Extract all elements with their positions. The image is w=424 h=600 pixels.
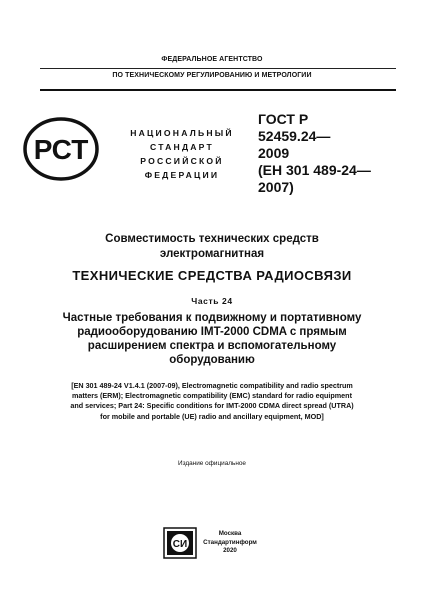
- official-edition-label: Издание официальное: [178, 460, 246, 467]
- agency-name-line-2: ПО ТЕХНИЧЕСКОМУ РЕГУЛИРОВАНИЮ И МЕТРОЛОГИИ: [112, 72, 312, 79]
- english-reference-line-1: [EN 301 489-24 V1.4.1 (2007-09), Electromagnetic compatibility and radio spectrum: [71, 381, 353, 390]
- header-divider-bottom: [40, 89, 396, 91]
- national-standard-line-4: ФЕДЕРАЦИИ: [144, 170, 220, 180]
- agency-name-line-1: ФЕДЕРАЛЬНОЕ АГЕНТСТВО: [161, 56, 263, 63]
- english-reference-line-4: for mobile and portable (UE) radio and ancillary equipment, MOD]: [100, 411, 324, 421]
- compat-title-line-1: Совместимость технических средств: [105, 233, 319, 245]
- gost-line-5: 2007): [258, 179, 294, 195]
- publisher-year: 2020: [223, 547, 237, 554]
- publisher-city: Москва: [218, 530, 242, 537]
- header-divider-top: [40, 68, 396, 69]
- compat-title: [20, 232, 404, 262]
- english-reference-line-3: and services; Part 24: Specific conditions for IMT-2000 CDMA direct spread (UTRA): [70, 401, 354, 411]
- subtitle-line-3: расширением спектра и вспомогательному: [87, 340, 337, 352]
- publisher-name: Стандартинформ: [203, 538, 257, 546]
- compat-title-line-2: электромагнитная: [159, 248, 265, 260]
- gost-r-emblem-icon: [22, 116, 100, 182]
- publisher-logo-text: СИ: [172, 539, 188, 550]
- english-reference-line-2: matters (ERM); Electromagnetic compatibility (EMC) standard for radio equipment: [72, 391, 352, 401]
- subtitle-line-1: Частные требования к подвижному и портативному: [62, 312, 362, 324]
- english-reference: [26, 381, 398, 422]
- standartinform-logo-icon: [163, 527, 197, 559]
- part-label: Часть 24: [191, 296, 233, 306]
- gost-line-2: 52459.24—: [258, 128, 331, 144]
- gost-line-1: ГОСТ Р: [258, 111, 309, 127]
- gost-designation: [258, 111, 408, 196]
- main-title: ТЕХНИЧЕСКИЕ СРЕДСТВА РАДИОСВЯЗИ: [72, 268, 352, 283]
- national-standard-line-2: СТАНДАРТ: [150, 142, 214, 152]
- subtitle: [26, 311, 398, 367]
- emblem-logo-text: РСТ: [33, 134, 89, 165]
- subtitle-line-2: радиооборудованию IMT-2000 CDMA с прямым: [77, 326, 347, 338]
- gost-line-3: 2009: [258, 145, 290, 161]
- national-standard-line-3: РОССИЙСКОЙ: [140, 156, 224, 166]
- national-standard-block: [108, 126, 256, 182]
- national-standard-line-1: НАЦИОНАЛЬНЫЙ: [130, 128, 234, 138]
- gost-line-4: (ЕН 301 489-24—: [258, 162, 371, 178]
- subtitle-line-4: оборудованию: [169, 354, 255, 366]
- publisher-info: [200, 530, 260, 556]
